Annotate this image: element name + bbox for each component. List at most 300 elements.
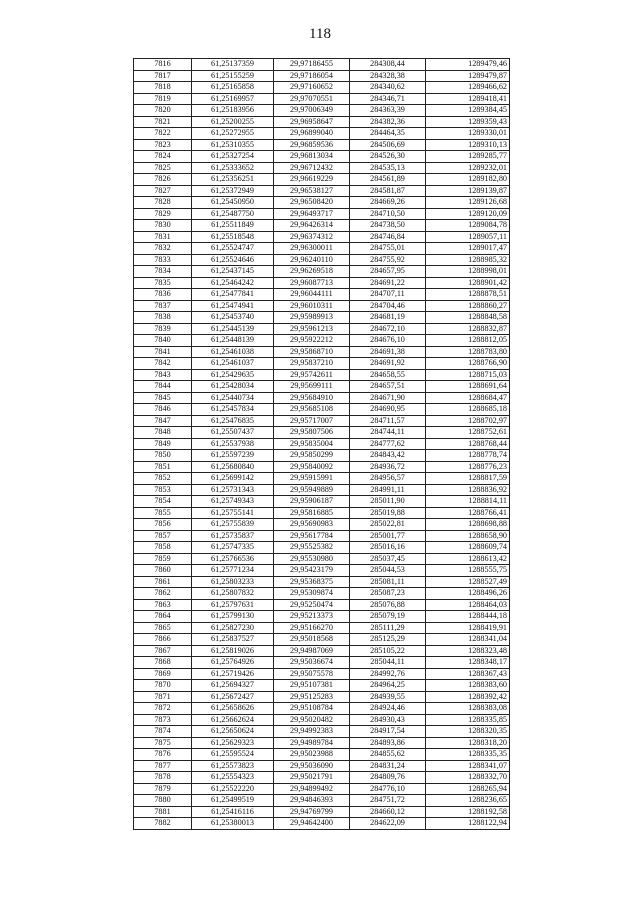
longitude-cell: 29,96859536: [274, 139, 350, 151]
x-coordinate-cell: 284671,90: [350, 392, 426, 404]
longitude-cell: 29,94992383: [274, 726, 350, 738]
table-row: [134, 70, 510, 82]
longitude-cell: 29,97070551: [274, 93, 350, 105]
latitude-cell: 61,25310355: [192, 139, 274, 151]
x-coordinate-cell: 284710,50: [350, 208, 426, 220]
y-coordinate-cell: 1288814,11: [426, 496, 510, 508]
longitude-cell: 29,96087713: [274, 277, 350, 289]
latitude-cell: 61,25440734: [192, 392, 274, 404]
latitude-cell: 61,25155259: [192, 70, 274, 82]
latitude-cell: 61,25183956: [192, 105, 274, 117]
y-coordinate-cell: 1288613,42: [426, 553, 510, 565]
point-number-cell: 7876: [134, 749, 192, 761]
table-row: [134, 335, 510, 347]
y-coordinate-cell: 1288702,97: [426, 415, 510, 427]
longitude-cell: 29,95915991: [274, 473, 350, 485]
x-coordinate-cell: 284691,22: [350, 277, 426, 289]
y-coordinate-cell: 1288768,44: [426, 438, 510, 450]
latitude-cell: 61,25524747: [192, 243, 274, 255]
latitude-cell: 61,25803233: [192, 576, 274, 588]
longitude-cell: 29,94642400: [274, 818, 350, 830]
longitude-cell: 29,96374312: [274, 231, 350, 243]
y-coordinate-cell: 1288383,08: [426, 703, 510, 715]
latitude-cell: 61,25629323: [192, 737, 274, 749]
latitude-cell: 61,25272955: [192, 128, 274, 140]
y-coordinate-cell: 1289330,01: [426, 128, 510, 140]
point-number-cell: 7832: [134, 243, 192, 255]
x-coordinate-cell: 284691,38: [350, 346, 426, 358]
longitude-cell: 29,94989784: [274, 737, 350, 749]
table-row: [134, 818, 510, 830]
longitude-cell: 29,96426314: [274, 220, 350, 232]
table-row: [134, 806, 510, 818]
x-coordinate-cell: 284363,39: [350, 105, 426, 117]
x-coordinate-cell: 284657,95: [350, 266, 426, 278]
x-coordinate-cell: 284855,62: [350, 749, 426, 761]
table-row: [134, 588, 510, 600]
x-coordinate-cell: 284672,10: [350, 323, 426, 335]
y-coordinate-cell: 1288776,23: [426, 461, 510, 473]
y-coordinate-cell: 1288715,03: [426, 369, 510, 381]
table-row: [134, 243, 510, 255]
table-row: [134, 139, 510, 151]
point-number-cell: 7837: [134, 300, 192, 312]
y-coordinate-cell: 1289359,43: [426, 116, 510, 128]
latitude-cell: 61,25507437: [192, 427, 274, 439]
x-coordinate-cell: 284930,43: [350, 714, 426, 726]
x-coordinate-cell: 284328,38: [350, 70, 426, 82]
point-number-cell: 7881: [134, 806, 192, 818]
point-number-cell: 7846: [134, 404, 192, 416]
point-number-cell: 7856: [134, 519, 192, 531]
point-number-cell: 7819: [134, 93, 192, 105]
longitude-cell: 29,95685108: [274, 404, 350, 416]
table-row: [134, 519, 510, 531]
x-coordinate-cell: 284751,72: [350, 795, 426, 807]
table-row: [134, 151, 510, 163]
table-row: [134, 266, 510, 278]
table-row: [134, 392, 510, 404]
point-number-cell: 7872: [134, 703, 192, 715]
latitude-cell: 61,25662624: [192, 714, 274, 726]
y-coordinate-cell: 1288998,01: [426, 266, 510, 278]
point-number-cell: 7865: [134, 622, 192, 634]
longitude-cell: 29,95108784: [274, 703, 350, 715]
table-row: [134, 668, 510, 680]
x-coordinate-cell: 285037,45: [350, 553, 426, 565]
longitude-cell: 29,95949889: [274, 484, 350, 496]
y-coordinate-cell: 1288419,91: [426, 622, 510, 634]
page-number: 118: [309, 26, 331, 42]
latitude-cell: 61,25524646: [192, 254, 274, 266]
longitude-cell: 29,95835004: [274, 438, 350, 450]
x-coordinate-cell: 284755,01: [350, 243, 426, 255]
latitude-cell: 61,25755141: [192, 507, 274, 519]
table-row: [134, 116, 510, 128]
latitude-cell: 61,25461038: [192, 346, 274, 358]
table-row: [134, 346, 510, 358]
table-row: [134, 82, 510, 94]
table-row: [134, 461, 510, 473]
longitude-cell: 29,96813034: [274, 151, 350, 163]
x-coordinate-cell: 284738,50: [350, 220, 426, 232]
longitude-cell: 29,95816885: [274, 507, 350, 519]
x-coordinate-cell: 284707,11: [350, 289, 426, 301]
y-coordinate-cell: 1288555,75: [426, 565, 510, 577]
longitude-cell: 29,94769799: [274, 806, 350, 818]
latitude-cell: 61,25445139: [192, 323, 274, 335]
x-coordinate-cell: 285081,11: [350, 576, 426, 588]
table-row: [134, 737, 510, 749]
table-row: [134, 634, 510, 646]
latitude-cell: 61,25672427: [192, 691, 274, 703]
latitude-cell: 61,25372949: [192, 185, 274, 197]
x-coordinate-cell: 284964,25: [350, 680, 426, 692]
latitude-cell: 61,25474941: [192, 300, 274, 312]
point-number-cell: 7867: [134, 645, 192, 657]
latitude-cell: 61,25755839: [192, 519, 274, 531]
x-coordinate-cell: 284561,89: [350, 174, 426, 186]
longitude-cell: 29,95125283: [274, 691, 350, 703]
x-coordinate-cell: 285076,88: [350, 599, 426, 611]
y-coordinate-cell: 1288658,90: [426, 530, 510, 542]
table-row: [134, 415, 510, 427]
x-coordinate-cell: 284681,19: [350, 312, 426, 324]
x-coordinate-cell: 284893,86: [350, 737, 426, 749]
longitude-cell: 29,96538127: [274, 185, 350, 197]
longitude-cell: 29,95036674: [274, 657, 350, 669]
latitude-cell: 61,25595524: [192, 749, 274, 761]
point-number-cell: 7833: [134, 254, 192, 266]
longitude-cell: 29,95525382: [274, 542, 350, 554]
longitude-cell: 29,95021791: [274, 772, 350, 784]
longitude-cell: 29,97160652: [274, 82, 350, 94]
table-row: [134, 254, 510, 266]
x-coordinate-cell: 284622,09: [350, 818, 426, 830]
longitude-cell: 29,95837210: [274, 358, 350, 370]
latitude-cell: 61,25764926: [192, 657, 274, 669]
point-number-cell: 7847: [134, 415, 192, 427]
x-coordinate-cell: 285087,23: [350, 588, 426, 600]
y-coordinate-cell: 1289057,11: [426, 231, 510, 243]
x-coordinate-cell: 284657,51: [350, 381, 426, 393]
y-coordinate-cell: 1288901,42: [426, 277, 510, 289]
point-number-cell: 7848: [134, 427, 192, 439]
latitude-cell: 61,25169957: [192, 93, 274, 105]
table-row: [134, 450, 510, 462]
x-coordinate-cell: 284992,76: [350, 668, 426, 680]
table-row: [134, 381, 510, 393]
latitude-cell: 61,25461037: [192, 358, 274, 370]
y-coordinate-cell: 1288236,65: [426, 795, 510, 807]
point-number-cell: 7816: [134, 59, 192, 71]
y-coordinate-cell: 1288836,92: [426, 484, 510, 496]
y-coordinate-cell: 1289126,68: [426, 197, 510, 209]
latitude-cell: 61,25837527: [192, 634, 274, 646]
longitude-cell: 29,95020482: [274, 714, 350, 726]
longitude-cell: 29,96958647: [274, 116, 350, 128]
point-number-cell: 7821: [134, 116, 192, 128]
x-coordinate-cell: 284711,57: [350, 415, 426, 427]
point-number-cell: 7844: [134, 381, 192, 393]
y-coordinate-cell: 1288766,41: [426, 507, 510, 519]
latitude-cell: 61,25457834: [192, 404, 274, 416]
longitude-cell: 29,95922212: [274, 335, 350, 347]
longitude-cell: 29,95840092: [274, 461, 350, 473]
point-number-cell: 7825: [134, 162, 192, 174]
latitude-cell: 61,25464242: [192, 277, 274, 289]
y-coordinate-cell: 1289139,87: [426, 185, 510, 197]
y-coordinate-cell: 1288685,18: [426, 404, 510, 416]
y-coordinate-cell: 1288832,87: [426, 323, 510, 335]
point-number-cell: 7853: [134, 484, 192, 496]
point-number-cell: 7835: [134, 277, 192, 289]
longitude-cell: 29,95807506: [274, 427, 350, 439]
y-coordinate-cell: 1288778,74: [426, 450, 510, 462]
x-coordinate-cell: 284669,26: [350, 197, 426, 209]
x-coordinate-cell: 284831,24: [350, 760, 426, 772]
table-row: [134, 369, 510, 381]
longitude-cell: 29,96269518: [274, 266, 350, 278]
x-coordinate-cell: 285125,29: [350, 634, 426, 646]
latitude-cell: 61,25827230: [192, 622, 274, 634]
x-coordinate-cell: 284658,55: [350, 369, 426, 381]
table-row: [134, 185, 510, 197]
latitude-cell: 61,25429635: [192, 369, 274, 381]
point-number-cell: 7857: [134, 530, 192, 542]
x-coordinate-cell: 284676,10: [350, 335, 426, 347]
y-coordinate-cell: 1288444,18: [426, 611, 510, 623]
latitude-cell: 61,25554323: [192, 772, 274, 784]
y-coordinate-cell: 1288192,58: [426, 806, 510, 818]
point-number-cell: 7860: [134, 565, 192, 577]
point-number-cell: 7854: [134, 496, 192, 508]
latitude-cell: 61,25658626: [192, 703, 274, 715]
point-number-cell: 7840: [134, 335, 192, 347]
point-number-cell: 7836: [134, 289, 192, 301]
y-coordinate-cell: 1289232,01: [426, 162, 510, 174]
y-coordinate-cell: 1289384,45: [426, 105, 510, 117]
table-row: [134, 622, 510, 634]
point-number-cell: 7873: [134, 714, 192, 726]
latitude-cell: 61,25476835: [192, 415, 274, 427]
x-coordinate-cell: 285044,53: [350, 565, 426, 577]
y-coordinate-cell: 1288878,51: [426, 289, 510, 301]
y-coordinate-cell: 1288383,60: [426, 680, 510, 692]
x-coordinate-cell: 284776,10: [350, 783, 426, 795]
latitude-cell: 61,25477841: [192, 289, 274, 301]
table-row: [134, 507, 510, 519]
point-number-cell: 7838: [134, 312, 192, 324]
x-coordinate-cell: 284991,11: [350, 484, 426, 496]
x-coordinate-cell: 285019,88: [350, 507, 426, 519]
longitude-cell: 29,95989913: [274, 312, 350, 324]
table-row: [134, 128, 510, 140]
x-coordinate-cell: 285022,81: [350, 519, 426, 531]
longitude-cell: 29,95961213: [274, 323, 350, 335]
latitude-cell: 61,25694327: [192, 680, 274, 692]
y-coordinate-cell: 1288691,64: [426, 381, 510, 393]
longitude-cell: 29,94846393: [274, 795, 350, 807]
longitude-cell: 29,95850299: [274, 450, 350, 462]
table-row: [134, 427, 510, 439]
table-row: [134, 542, 510, 554]
point-number-cell: 7852: [134, 473, 192, 485]
longitude-cell: 29,96508420: [274, 197, 350, 209]
table-row: [134, 760, 510, 772]
x-coordinate-cell: 284581,87: [350, 185, 426, 197]
table-row: [134, 553, 510, 565]
table-row: [134, 162, 510, 174]
x-coordinate-cell: 285105,22: [350, 645, 426, 657]
y-coordinate-cell: 1288609,74: [426, 542, 510, 554]
longitude-cell: 29,95690983: [274, 519, 350, 531]
point-number-cell: 7843: [134, 369, 192, 381]
longitude-cell: 29,96493717: [274, 208, 350, 220]
y-coordinate-cell: 1288323,48: [426, 645, 510, 657]
x-coordinate-cell: 284526,30: [350, 151, 426, 163]
x-coordinate-cell: 285044,11: [350, 657, 426, 669]
point-number-cell: 7875: [134, 737, 192, 749]
y-coordinate-cell: 1288367,43: [426, 668, 510, 680]
latitude-cell: 61,25333652: [192, 162, 274, 174]
x-coordinate-cell: 284506,69: [350, 139, 426, 151]
longitude-cell: 29,95423179: [274, 565, 350, 577]
x-coordinate-cell: 284340,62: [350, 82, 426, 94]
point-number-cell: 7829: [134, 208, 192, 220]
table-row: [134, 289, 510, 301]
point-number-cell: 7826: [134, 174, 192, 186]
point-number-cell: 7863: [134, 599, 192, 611]
table-row: [134, 714, 510, 726]
y-coordinate-cell: 1288392,42: [426, 691, 510, 703]
table-row: [134, 277, 510, 289]
longitude-cell: 29,97186455: [274, 59, 350, 71]
table-row: [134, 726, 510, 738]
longitude-cell: 29,96619229: [274, 174, 350, 186]
latitude-cell: 61,25680840: [192, 461, 274, 473]
longitude-cell: 29,95742611: [274, 369, 350, 381]
longitude-cell: 29,95868710: [274, 346, 350, 358]
y-coordinate-cell: 1288783,80: [426, 346, 510, 358]
longitude-cell: 29,95699111: [274, 381, 350, 393]
latitude-cell: 61,25797631: [192, 599, 274, 611]
table-row: [134, 484, 510, 496]
x-coordinate-cell: 284346,71: [350, 93, 426, 105]
longitude-cell: 29,96300011: [274, 243, 350, 255]
table-row: [134, 611, 510, 623]
coordinates-table: [133, 58, 510, 830]
x-coordinate-cell: 284746,84: [350, 231, 426, 243]
point-number-cell: 7869: [134, 668, 192, 680]
latitude-cell: 61,25437145: [192, 266, 274, 278]
point-number-cell: 7878: [134, 772, 192, 784]
point-number-cell: 7849: [134, 438, 192, 450]
table-row: [134, 358, 510, 370]
y-coordinate-cell: 1288122,94: [426, 818, 510, 830]
y-coordinate-cell: 1289182,80: [426, 174, 510, 186]
x-coordinate-cell: 285016,16: [350, 542, 426, 554]
x-coordinate-cell: 284924,46: [350, 703, 426, 715]
point-number-cell: 7870: [134, 680, 192, 692]
x-coordinate-cell: 284691,92: [350, 358, 426, 370]
latitude-cell: 61,25518548: [192, 231, 274, 243]
longitude-cell: 29,97186054: [274, 70, 350, 82]
y-coordinate-cell: 1288265,94: [426, 783, 510, 795]
y-coordinate-cell: 1288985,32: [426, 254, 510, 266]
x-coordinate-cell: 284535,13: [350, 162, 426, 174]
latitude-cell: 61,25356251: [192, 174, 274, 186]
latitude-cell: 61,25499519: [192, 795, 274, 807]
latitude-cell: 61,25735837: [192, 530, 274, 542]
table-row: [134, 208, 510, 220]
longitude-cell: 29,95906187: [274, 496, 350, 508]
y-coordinate-cell: 1288848,58: [426, 312, 510, 324]
longitude-cell: 29,94899492: [274, 783, 350, 795]
point-number-cell: 7823: [134, 139, 192, 151]
x-coordinate-cell: 284755,92: [350, 254, 426, 266]
longitude-cell: 29,96010311: [274, 300, 350, 312]
latitude-cell: 61,25807832: [192, 588, 274, 600]
latitude-cell: 61,25511849: [192, 220, 274, 232]
table-row: [134, 404, 510, 416]
latitude-cell: 61,25380013: [192, 818, 274, 830]
table-row: [134, 105, 510, 117]
point-number-cell: 7850: [134, 450, 192, 462]
x-coordinate-cell: 284744,11: [350, 427, 426, 439]
point-number-cell: 7820: [134, 105, 192, 117]
latitude-cell: 61,25428034: [192, 381, 274, 393]
point-number-cell: 7882: [134, 818, 192, 830]
point-number-cell: 7824: [134, 151, 192, 163]
y-coordinate-cell: 1288698,88: [426, 519, 510, 531]
longitude-cell: 29,95530980: [274, 553, 350, 565]
y-coordinate-cell: 1289120,09: [426, 208, 510, 220]
y-coordinate-cell: 1289479,46: [426, 59, 510, 71]
longitude-cell: 29,95250474: [274, 599, 350, 611]
y-coordinate-cell: 1289285,77: [426, 151, 510, 163]
latitude-cell: 61,25137359: [192, 59, 274, 71]
point-number-cell: 7864: [134, 611, 192, 623]
y-coordinate-cell: 1288860,27: [426, 300, 510, 312]
point-number-cell: 7842: [134, 358, 192, 370]
y-coordinate-cell: 1288496,26: [426, 588, 510, 600]
longitude-cell: 29,96044111: [274, 289, 350, 301]
point-number-cell: 7817: [134, 70, 192, 82]
table-row: [134, 749, 510, 761]
point-number-cell: 7868: [134, 657, 192, 669]
y-coordinate-cell: 1288335,85: [426, 714, 510, 726]
y-coordinate-cell: 1288341,07: [426, 760, 510, 772]
table-row: [134, 174, 510, 186]
table-row: [134, 496, 510, 508]
latitude-cell: 61,25799130: [192, 611, 274, 623]
latitude-cell: 61,25766536: [192, 553, 274, 565]
point-number-cell: 7845: [134, 392, 192, 404]
latitude-cell: 61,25749343: [192, 496, 274, 508]
x-coordinate-cell: 284843,42: [350, 450, 426, 462]
latitude-cell: 61,25719426: [192, 668, 274, 680]
latitude-cell: 61,25731343: [192, 484, 274, 496]
table-row: [134, 795, 510, 807]
latitude-cell: 61,25537938: [192, 438, 274, 450]
latitude-cell: 61,25650624: [192, 726, 274, 738]
x-coordinate-cell: 285079,19: [350, 611, 426, 623]
longitude-cell: 29,96240110: [274, 254, 350, 266]
x-coordinate-cell: 285111,29: [350, 622, 426, 634]
table-row: [134, 645, 510, 657]
longitude-cell: 29,95107381: [274, 680, 350, 692]
